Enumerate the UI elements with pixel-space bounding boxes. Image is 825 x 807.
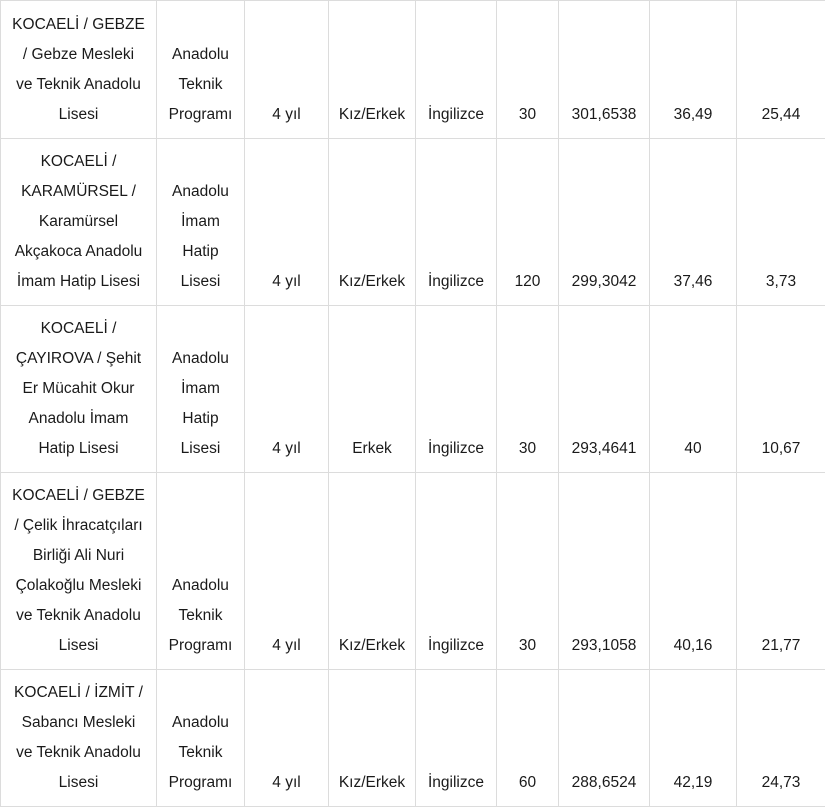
school-name-cell-line: ÇAYIROVA / Şehit — [5, 344, 152, 374]
gender-cell: Kız/Erkek — [329, 1, 416, 139]
school-name-cell-line: KOCAELİ / — [5, 314, 152, 344]
school-name-cell-line: ve Teknik Anadolu — [5, 70, 152, 100]
school-type-cell-line: Teknik — [161, 601, 240, 631]
school-type-cell — [157, 670, 245, 807]
percentile-cell: 40,16 — [650, 473, 737, 670]
school-name-cell-line: Karamürsel — [5, 207, 152, 237]
school-name-cell-line: Lisesi — [5, 631, 152, 661]
school-name-cell-line: KOCAELİ / GEBZE — [5, 10, 152, 40]
duration-cell: 4 yıl — [245, 139, 329, 306]
quota-cell: 30 — [497, 1, 559, 139]
duration-cell: 4 yıl — [245, 473, 329, 670]
school-type-cell — [157, 1, 245, 139]
school-name-cell-line: ve Teknik Anadolu — [5, 738, 152, 768]
school-type-cell-line: Anadolu — [161, 177, 240, 207]
percentile-cell: 37,46 — [650, 139, 737, 306]
school-type-cell-line: Programı — [161, 768, 240, 798]
extra-value-cell: 25,44 — [737, 1, 825, 139]
gender-cell: Erkek — [329, 306, 416, 473]
school-type-cell-line: Anadolu — [161, 344, 240, 374]
school-type-cell-line: Hatip — [161, 237, 240, 267]
score-cell: 299,3042 — [559, 139, 650, 306]
table-row — [1, 670, 825, 807]
percentile-cell: 42,19 — [650, 670, 737, 807]
school-type-cell-line: Programı — [161, 100, 240, 130]
school-name-cell-line: Hatip Lisesi — [5, 434, 152, 464]
extra-value-cell: 10,67 — [737, 306, 825, 473]
school-type-cell — [157, 139, 245, 306]
percentile-cell: 40 — [650, 306, 737, 473]
duration-cell: 4 yıl — [245, 1, 329, 139]
school-type-cell-line: Teknik — [161, 70, 240, 100]
school-name-cell — [1, 473, 157, 670]
language-cell: İngilizce — [416, 306, 497, 473]
school-name-cell-line: İmam Hatip Lisesi — [5, 267, 152, 297]
school-name-cell-line: Akçakoca Anadolu — [5, 237, 152, 267]
score-cell: 288,6524 — [559, 670, 650, 807]
school-type-cell-line: İmam — [161, 374, 240, 404]
school-name-cell-line: KOCAELİ / — [5, 147, 152, 177]
school-type-cell-line: Anadolu — [161, 708, 240, 738]
school-type-cell — [157, 306, 245, 473]
language-cell: İngilizce — [416, 139, 497, 306]
school-name-cell — [1, 306, 157, 473]
language-cell: İngilizce — [416, 473, 497, 670]
table-row — [1, 473, 825, 670]
school-type-cell-line: Teknik — [161, 738, 240, 768]
school-name-cell-line: Lisesi — [5, 768, 152, 798]
school-name-cell-line: KARAMÜRSEL / — [5, 177, 152, 207]
quota-cell: 120 — [497, 139, 559, 306]
gender-cell: Kız/Erkek — [329, 473, 416, 670]
school-name-cell-line: / Gebze Mesleki — [5, 40, 152, 70]
school-name-cell-line: KOCAELİ / GEBZE — [5, 481, 152, 511]
table-row — [1, 1, 825, 139]
score-cell: 293,1058 — [559, 473, 650, 670]
percentile-cell: 36,49 — [650, 1, 737, 139]
table-row — [1, 139, 825, 306]
school-name-cell — [1, 670, 157, 807]
school-type-cell-line: Hatip — [161, 404, 240, 434]
school-type-cell-line: Lisesi — [161, 267, 240, 297]
school-name-cell-line: Sabancı Mesleki — [5, 708, 152, 738]
school-name-cell-line: Birliği Ali Nuri — [5, 541, 152, 571]
quota-cell: 30 — [497, 306, 559, 473]
school-type-cell-line: Anadolu — [161, 40, 240, 70]
school-type-cell-line: Programı — [161, 631, 240, 661]
table-body — [1, 1, 825, 807]
score-cell: 293,4641 — [559, 306, 650, 473]
score-cell: 301,6538 — [559, 1, 650, 139]
school-name-cell — [1, 139, 157, 306]
school-type-cell-line: İmam — [161, 207, 240, 237]
language-cell: İngilizce — [416, 1, 497, 139]
school-name-cell-line: Anadolu İmam — [5, 404, 152, 434]
school-name-cell-line: KOCAELİ / İZMİT / — [5, 678, 152, 708]
gender-cell: Kız/Erkek — [329, 670, 416, 807]
school-name-cell-line: / Çelik İhracatçıları — [5, 511, 152, 541]
school-type-cell-line: Lisesi — [161, 434, 240, 464]
school-type-cell-line: Anadolu — [161, 571, 240, 601]
quota-cell: 60 — [497, 670, 559, 807]
school-name-cell-line: Er Mücahit Okur — [5, 374, 152, 404]
school-name-cell-line: Çolakoğlu Mesleki — [5, 571, 152, 601]
school-name-cell — [1, 1, 157, 139]
quota-cell: 30 — [497, 473, 559, 670]
school-name-cell-line: ve Teknik Anadolu — [5, 601, 152, 631]
extra-value-cell: 3,73 — [737, 139, 825, 306]
school-type-cell — [157, 473, 245, 670]
table-row — [1, 306, 825, 473]
school-name-cell-line: Lisesi — [5, 100, 152, 130]
gender-cell: Kız/Erkek — [329, 139, 416, 306]
extra-value-cell: 24,73 — [737, 670, 825, 807]
extra-value-cell: 21,77 — [737, 473, 825, 670]
duration-cell: 4 yıl — [245, 670, 329, 807]
language-cell: İngilizce — [416, 670, 497, 807]
duration-cell: 4 yıl — [245, 306, 329, 473]
